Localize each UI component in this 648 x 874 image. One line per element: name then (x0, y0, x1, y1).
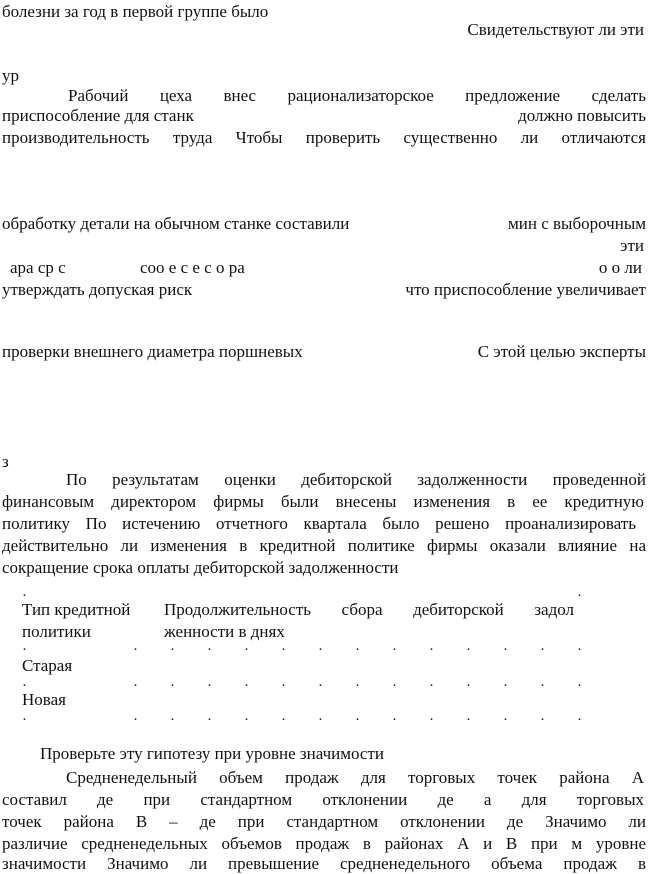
text-line: значимости Значимо ли превышение средненедельного объема продаж в (2, 854, 646, 873)
table-header-duration: женности в днях (164, 622, 285, 641)
text-line: ур (2, 66, 19, 85)
text-line: проверки внешнего диаметра поршневых (2, 342, 303, 361)
table-dots: . . . . . . . . . . . . . . (22, 708, 582, 724)
text-line: должно повысить (518, 106, 646, 125)
text-line: Свидетельствуют ли эти (467, 20, 644, 39)
text-line: з (2, 452, 9, 471)
text-line: обработку детали на обычном станке составили (2, 214, 350, 233)
text-line: действительно ли изменения в кредитной политике фирмы оказали влияние на (2, 536, 646, 555)
text-line: эти (620, 236, 644, 255)
text-line: точек района В – де при стандартном отклонении де Значимо ли (2, 812, 646, 831)
text-line: Проверьте эту гипотезу при уровне значимости (40, 744, 385, 763)
text-line: приспособление для станк (2, 106, 194, 125)
text-line: производительность труда Чтобы проверить существенно ли отличаются (2, 128, 646, 147)
text-line: Средненедельный объем продаж для торговых точек района А (66, 768, 644, 787)
table-dots: . . . . . . . . . . . . . . (22, 638, 582, 654)
text-line: утверждать допуская риск (2, 280, 193, 299)
table-row-old: Старая (22, 656, 73, 675)
text-line: ара ср с (10, 258, 66, 277)
table-row-new: Новая (22, 690, 66, 709)
table-header-type: политики (22, 622, 91, 641)
text-line: соо е с е с о ра (140, 258, 245, 277)
table-dots: . . (22, 584, 582, 600)
text-line: составил де при стандартном отклонении де а для торговых (2, 790, 644, 809)
text-line: По результатам оценки дебиторской задолженности проведенной (66, 470, 646, 489)
text-line: Рабочий цеха внес рационализаторское предложение сделать (68, 86, 646, 105)
text-line: что приспособление увеличивает (405, 280, 646, 299)
text-line: мин с выборочным (508, 214, 646, 233)
table-dots: . . . . . . . . . . . . . . (22, 674, 582, 690)
text-line: сокращение срока оплаты дебиторской задолженности (2, 558, 399, 577)
table-header-type: Тип кредитной (22, 600, 131, 619)
text-line: политику По истечению отчетного квартала было решено проанализировать (2, 514, 636, 533)
text-line: болезни за год в первой группе было (2, 2, 269, 21)
text-line: С этой целью эксперты (477, 342, 646, 361)
text-line: о о ли (598, 258, 642, 277)
text-line: финансовым директором фирмы были внесены изменения в ее кредитную (2, 492, 644, 511)
table-header-duration: Продолжительность сбора дебиторской задол (164, 600, 574, 619)
text-line: различие средненедельных объемов продаж в районах А и В при м уровне (2, 834, 646, 853)
